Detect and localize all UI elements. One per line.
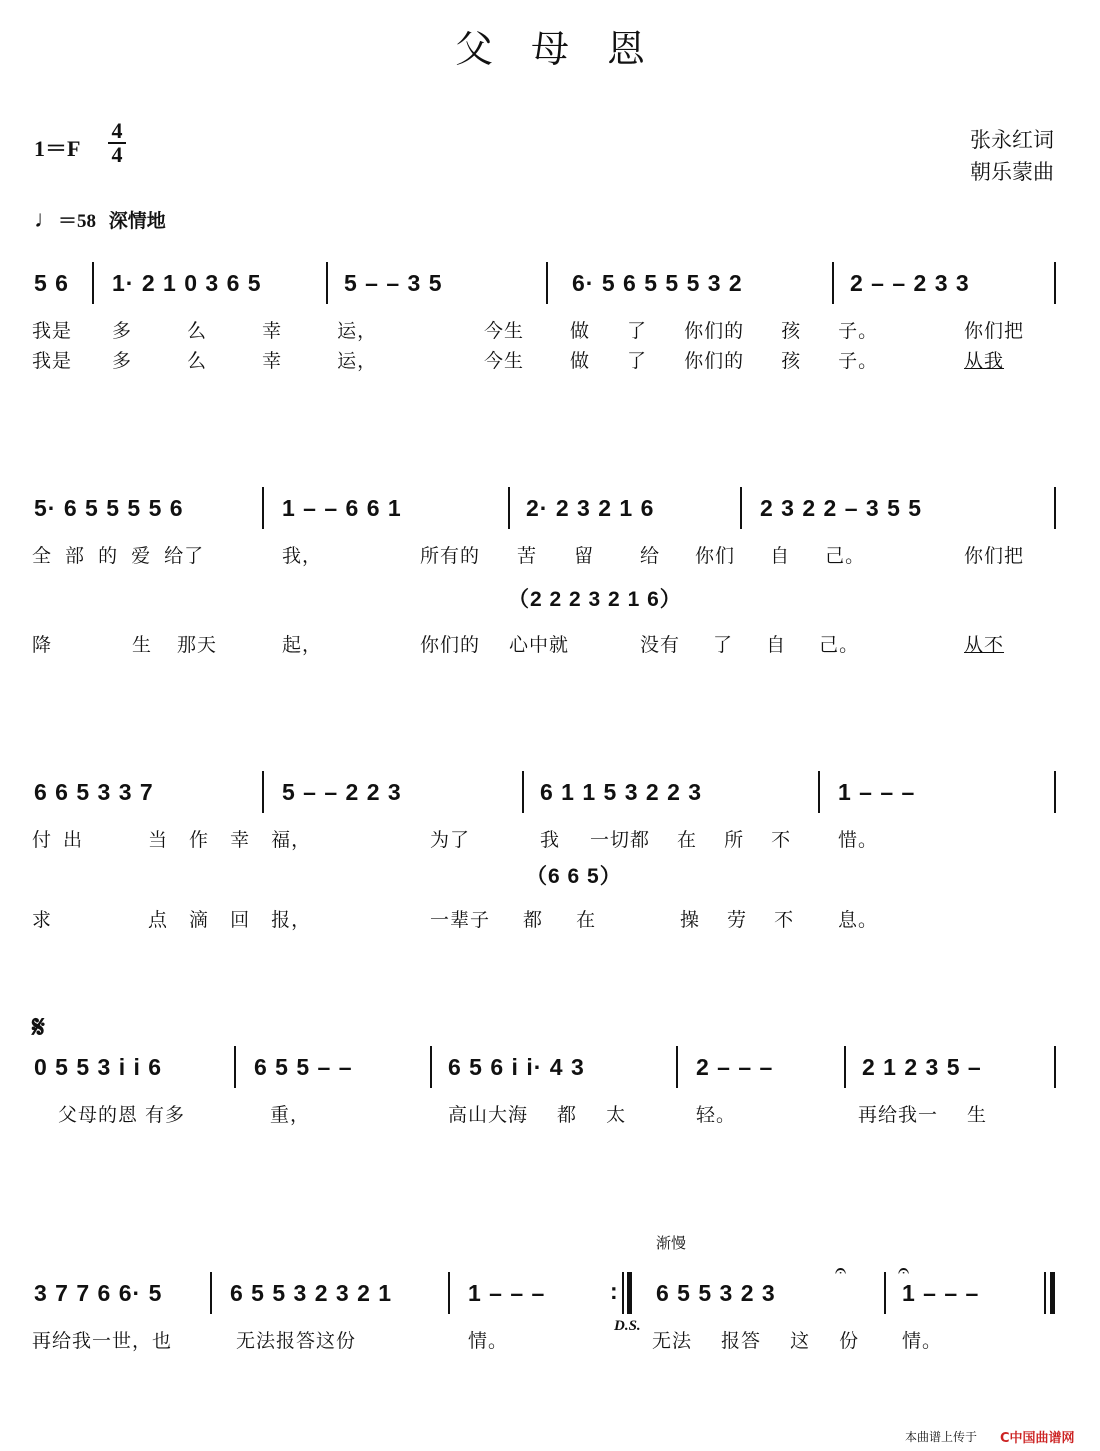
lyric: 当 作 幸 福， — [148, 829, 312, 851]
lyric: 我是 — [32, 320, 73, 342]
measure: 6 1 1 5 3 2 2 3 — [540, 779, 703, 805]
barline — [844, 1046, 846, 1088]
lyric: 我 — [540, 829, 561, 851]
barline — [326, 262, 328, 304]
lyric: 今生 — [484, 320, 525, 342]
key-signature — [34, 132, 80, 163]
barline — [262, 487, 264, 529]
measure: 0 5 5 3 i i 6 — [34, 1054, 163, 1080]
lyric: 一辈子 都 在 — [430, 909, 597, 931]
lyric: 所有的 苦 留 — [420, 545, 595, 567]
key-label: 1＝F — [34, 136, 81, 161]
barline — [740, 487, 742, 529]
lyric: 重， — [270, 1104, 311, 1126]
measure: 6 5 5 3 2 3 2 1 — [230, 1280, 393, 1306]
lyric: 降 — [32, 634, 53, 656]
barline — [508, 487, 510, 529]
lyric: 生 那天 — [132, 634, 218, 656]
measure: 6· 5 6 5 5 5 3 2 — [572, 270, 743, 296]
lyric: 你们把 — [964, 545, 1025, 567]
measure: 2· 2 3 2 1 6 — [526, 495, 655, 521]
barline — [234, 1046, 236, 1088]
barline — [522, 771, 524, 813]
lyric: 做 了 你们的 孩 子。 — [570, 320, 879, 342]
lyric: 操 劳 不 — [680, 909, 795, 931]
measure: 2 1 2 3 5 – — [862, 1054, 982, 1080]
lyric: 一切都 在 所 不 — [590, 829, 792, 851]
lyric: 为了 — [430, 829, 471, 851]
lyric: 无法报答这份 — [236, 1330, 357, 1352]
repeat-barline-thick — [627, 1272, 632, 1314]
brand-name: 中国曲谱网 — [1009, 1431, 1075, 1446]
lyric: 父母的恩 有多 — [58, 1104, 186, 1126]
tempo-value: ＝58 — [58, 211, 97, 232]
barline — [210, 1272, 212, 1314]
tempo-marking — [34, 206, 166, 234]
barline — [448, 1272, 450, 1314]
lyric: 高山大海 都 太 — [448, 1104, 627, 1126]
da-segno-mark: D.S. — [614, 1318, 641, 1334]
barline — [430, 1046, 432, 1088]
lyric: 没有 了 自 己。 — [640, 634, 860, 656]
lyric: 无法 报答 这 份 — [652, 1330, 860, 1352]
lyric: 求 — [32, 909, 53, 931]
lyric: 我， — [282, 545, 323, 567]
footer-upload-text: 本曲谱上传于 — [905, 1430, 978, 1444]
barline — [1054, 262, 1056, 304]
lyric: 你们的 心中就 — [420, 634, 570, 656]
lyric: 从我 — [964, 350, 1005, 372]
lyric: 再给我一世，也 — [32, 1330, 173, 1352]
measure: 5 – – 2 2 3 — [282, 779, 402, 805]
repeat-dots: : — [610, 1278, 619, 1304]
barline — [262, 771, 264, 813]
measure: 1 – – 6 6 1 — [282, 495, 402, 521]
lyric: 息。 — [838, 909, 879, 931]
repeat-barline — [622, 1272, 624, 1314]
lyric: 我是 — [32, 350, 73, 372]
ritardando-mark: 渐慢 — [656, 1234, 687, 1252]
final-barline — [1044, 1272, 1046, 1314]
lyric: 从不 — [964, 634, 1005, 656]
lyric: 起， — [282, 634, 323, 656]
alt-melody: （6 6 5） — [526, 865, 622, 888]
lyric: 多 么 幸 运， — [112, 350, 378, 372]
fermata-icon: 𝄐 — [835, 1258, 847, 1282]
lyric: 今生 — [484, 350, 525, 372]
expression-mark: 深情地 — [108, 211, 166, 232]
final-barline-thick — [1050, 1272, 1055, 1314]
footer-brand-logo — [1000, 1427, 1075, 1446]
measure: 1· 2 1 0 3 6 5 — [112, 270, 262, 296]
measure: 5· 6 5 5 5 5 6 — [34, 495, 184, 521]
segno-sign: 𝄋 — [32, 1010, 45, 1045]
lyric: 做 了 你们的 孩 子。 — [570, 350, 879, 372]
lyric: 再给我一 生 — [858, 1104, 988, 1126]
measure: 6 5 6 i i· 4 3 — [448, 1054, 585, 1080]
time-sig-top: 4 — [111, 118, 123, 143]
time-sig-bottom: 4 — [111, 142, 123, 167]
barline — [546, 262, 548, 304]
measure: 6 6 5 3 3 7 — [34, 779, 154, 805]
measure: 2 – – – — [696, 1054, 774, 1080]
barline — [92, 262, 94, 304]
measure: 1 – – – — [838, 779, 916, 805]
measure: 1 – – – — [468, 1280, 546, 1306]
barline — [818, 771, 820, 813]
lyric: 付 出 — [32, 829, 84, 851]
time-signature — [108, 120, 126, 166]
barline — [1054, 771, 1056, 813]
lyric: 多 么 幸 运， — [112, 320, 378, 342]
measure: 6 5 5 3 2 3 — [656, 1280, 776, 1306]
barline — [884, 1272, 886, 1314]
brand-icon: C — [1000, 1431, 1010, 1446]
alt-melody: （2 2 2 3 2 1 6） — [508, 588, 682, 611]
measure: 1 – – – — [902, 1280, 980, 1306]
lyric: 全 部 的 爱 给了 — [32, 545, 205, 567]
measure: 6 5 5 – – — [254, 1054, 353, 1080]
lyric: 轻。 — [696, 1104, 737, 1126]
barline — [676, 1046, 678, 1088]
measure: 2 – – 2 3 3 — [850, 270, 970, 296]
measure: 2 3 2 2 – 3 5 5 — [760, 495, 923, 521]
lyric: 情。 — [902, 1330, 943, 1352]
lyricist-credit: 张永红词 — [970, 128, 1054, 152]
composer-credit: 朝乐蒙曲 — [970, 160, 1054, 184]
lyric: 给 你们 自 己。 — [640, 545, 866, 567]
measure: 5 – – 3 5 — [344, 270, 443, 296]
measure: 3 7 7 6 6· 5 — [34, 1280, 163, 1306]
quarter-note-icon: ♩ — [34, 207, 58, 233]
fermata-icon: 𝄐 — [898, 1258, 910, 1282]
measure: 5 6 — [34, 270, 69, 296]
lyric: 情。 — [468, 1330, 509, 1352]
barline — [1054, 1046, 1056, 1088]
lyric: 点 滴 回 报， — [148, 909, 312, 931]
lyric: 惜。 — [838, 829, 879, 851]
lyric: 你们把 — [964, 320, 1025, 342]
page-title: 父母恩 — [454, 27, 683, 71]
barline — [832, 262, 834, 304]
barline — [1054, 487, 1056, 529]
